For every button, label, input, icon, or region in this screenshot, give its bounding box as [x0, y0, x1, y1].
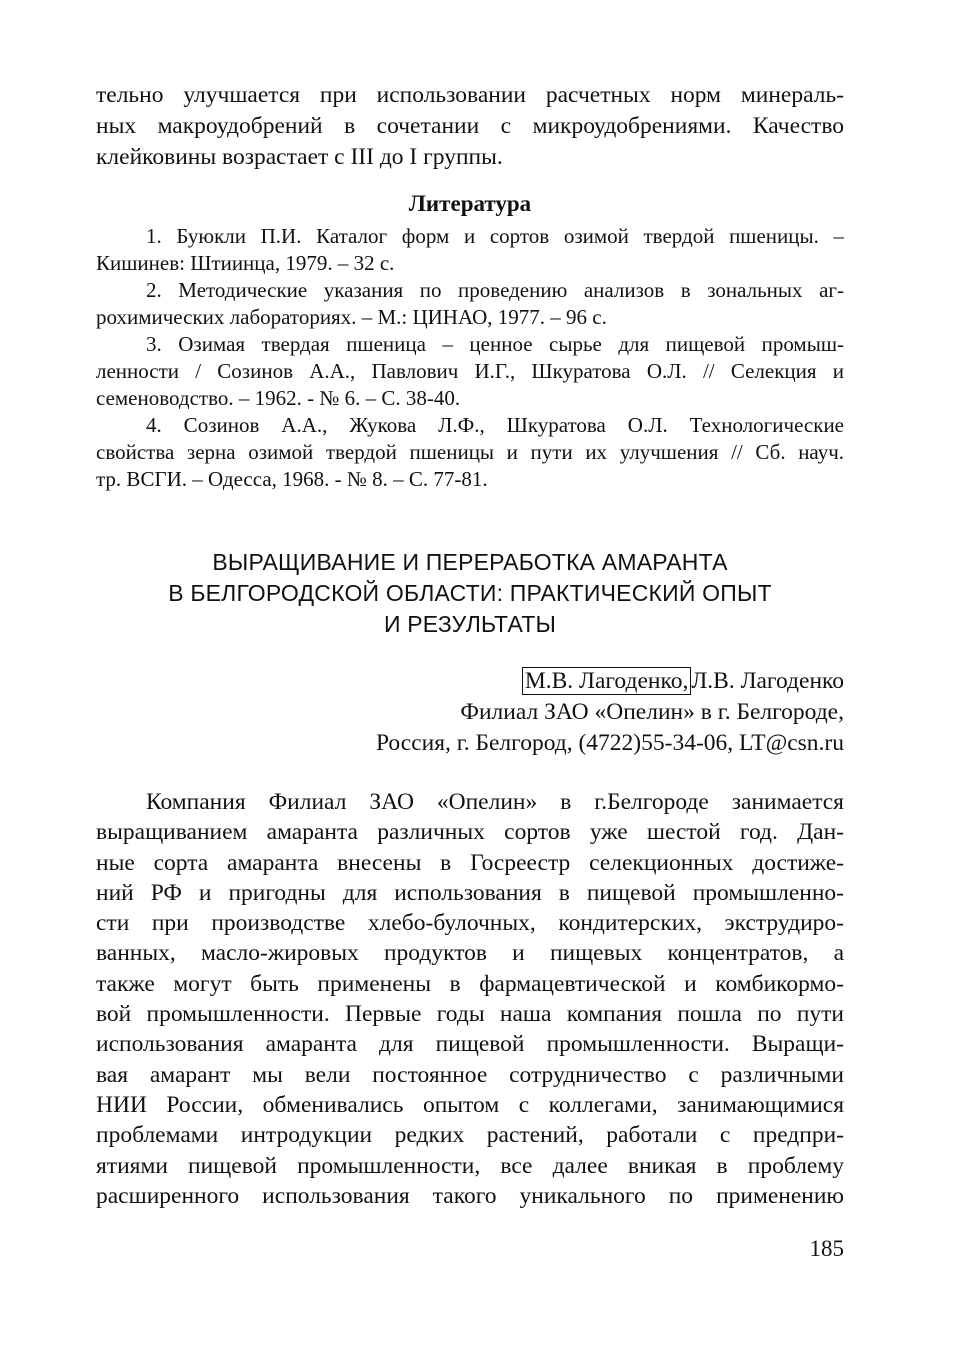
first-author: М.В. Лагоденко, — [522, 667, 692, 695]
body-line: вая амарант мы вели постоянное сотрудничество с различными — [96, 1061, 844, 1088]
literature-heading: Литература — [408, 191, 532, 216]
affiliation: Филиал ЗАО «Опелин» в г. Белгороде, — [460, 699, 844, 725]
article-title-line: В БЕЛГОРОДСКОЙ ОБЛАСТИ: ПРАКТИЧЕСКИЙ ОПЫТ — [168, 580, 772, 606]
body-line: вой промышленности. Первые годы наша компания пошла по пути — [96, 1001, 844, 1028]
body-line: Компания Филиал ЗАО «Опелин» в г.Белгороде занимается — [146, 789, 844, 815]
page-number: 185 — [809, 1236, 844, 1261]
reference-item — [96, 331, 844, 412]
contact-info: Россия, г. Белгород, (4722)55-34-06, LT@csn.ru — [375, 730, 844, 756]
reference-line: 3. Озимая твердая пшеница – ценное сырье для пищевой промыш- — [146, 332, 844, 356]
article-title-line: И РЕЗУЛЬТАТЫ — [383, 611, 557, 637]
reference-line: семеноводство. – 1962. - № 6. – С. 38-40. — [96, 386, 461, 410]
body-line: сти при производстве хлебо-булочных, кондитерских, экструдиро- — [96, 910, 844, 937]
body-line: ные сорта амаранта внесены в Госреестр селекционных достиже- — [96, 849, 844, 876]
reference-line: свойства зерна озимой твердой пшеницы и пути их улучшения // Сб. науч. — [96, 440, 844, 464]
intro-line: тельно улучшается при использовании расчетных норм минераль- — [96, 82, 844, 108]
intro-paragraph — [96, 80, 844, 173]
reference-list — [96, 223, 844, 493]
body-line: ванных, масло-жировых продуктов и пищевых концентратов, а — [96, 940, 844, 967]
body-line: НИИ России, обменивались опытом с коллегами, занимающимися — [96, 1091, 844, 1118]
second-author: Л.В. Лагоденко — [691, 668, 844, 694]
reference-line: Кишинев: Штиинца, 1979. – 32 с. — [96, 251, 395, 275]
reference-item — [96, 412, 844, 493]
intro-line: ных макроудобрений в сочетании с микроудобрениями. Качество — [96, 113, 844, 139]
reference-line: 1. Буюкли П.И. Каталог форм и сортов озимой твердой пшеницы. – — [146, 224, 844, 248]
reference-line: 4. Созинов А.А., Жукова Л.Ф., Шкуратова О.Л. Технологические — [146, 413, 844, 437]
body-line: использования амаранта для пищевой промышленности. Выращи- — [96, 1031, 844, 1058]
body-line: расширенного использования такого уникального по применению — [96, 1182, 844, 1209]
body-line: выращиванием амаранта различных сортов уже шестой год. Дан- — [96, 819, 844, 846]
reference-item — [96, 223, 844, 277]
body-line: ний РФ и пригодны для использования в пищевой промышленно- — [96, 879, 844, 906]
body-line: также могут быть применены в фармацевтической и комбикормо- — [96, 970, 844, 997]
intro-line: клейковины возрастает с III до I группы. — [96, 144, 503, 170]
article-title — [96, 547, 844, 640]
reference-line: ленности / Созинов А.А., Павлович И.Г., Шкуратова О.Л. // Селекция и — [96, 359, 844, 383]
reference-line: тр. ВСГИ. – Одесса, 1968. - № 8. – С. 77-81. — [96, 467, 488, 491]
article-body — [96, 787, 844, 1211]
reference-line: рохимических лабораториях. – М.: ЦИНАО, 1977. – 96 с. — [96, 305, 607, 329]
page — [96, 80, 844, 1211]
author-names — [96, 666, 844, 697]
author-block — [96, 666, 844, 759]
reference-item — [96, 277, 844, 331]
article-title-line: ВЫРАЩИВАНИЕ И ПЕРЕРАБОТКА АМАРАНТА — [212, 549, 728, 575]
reference-line: 2. Методические указания по проведению анализов в зональных аг- — [146, 278, 844, 302]
body-line: проблемами интродукции редких растений, работали с предпри- — [96, 1122, 844, 1149]
body-line: ятиями пищевой промышленности, все далее вникая в проблему — [96, 1152, 844, 1179]
